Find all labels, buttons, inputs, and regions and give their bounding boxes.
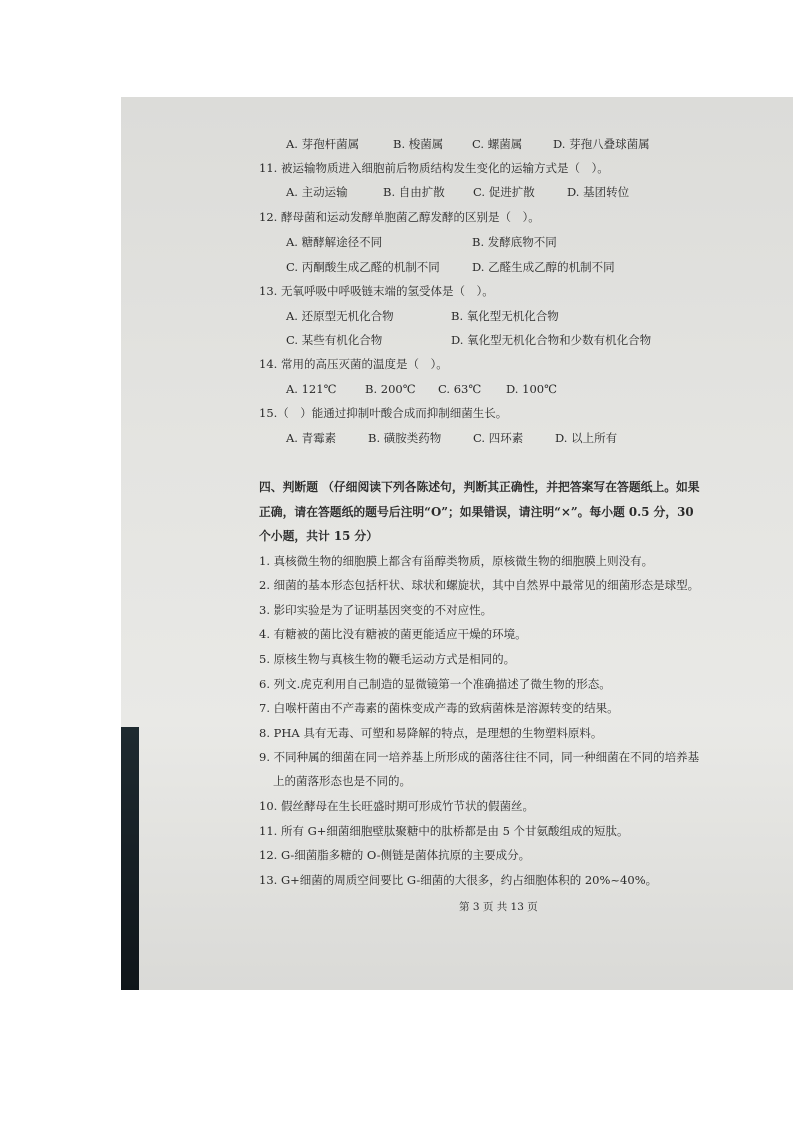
tf-item-12: 12. G-细菌脂多糖的 O-侧链是菌体抗原的主要成分。 (259, 848, 531, 862)
q12-option-b: B. 发酵底物不同 (472, 235, 557, 249)
exam-content (121, 97, 793, 990)
q12-option-a: A. 糖酵解途径不同 (286, 235, 383, 249)
q13-text: 13. 无氧呼吸中呼吸链末端的氢受体是（ ）。 (259, 284, 494, 298)
tf-item-9-continued: 上的菌落形态也是不同的。 (273, 774, 411, 788)
q14-option-d: D. 100℃ (506, 382, 557, 396)
q15-option-c: C. 四环素 (473, 431, 524, 445)
photographed-exam-page (121, 97, 793, 990)
q10-option-a: A. 芽孢杆菌属 (286, 137, 360, 151)
tf-item-11: 11. 所有 G+细菌细胞壁肽聚糖中的肽桥都是由 5 个甘氨酸组成的短肽。 (259, 824, 629, 838)
q15-option-a: A. 青霉素 (286, 431, 337, 445)
tf-item-10: 10. 假丝酵母在生长旺盛时期可形成竹节状的假菌丝。 (259, 799, 534, 813)
tf-item-2: 2. 细菌的基本形态包括杆状、球状和螺旋状，其中自然界中最常见的细菌形态是球型。 (259, 578, 700, 592)
q15-text: 15.（ ）能通过抑制叶酸合成而抑制细菌生长。 (259, 406, 508, 420)
tf-item-9: 9. 不同种属的细菌在同一培养基上所形成的菌落往往不同，同一种细菌在不同的培养基 (259, 750, 700, 764)
q13-option-d: D. 氧化型无机化合物和少数有机化合物 (451, 333, 652, 347)
tf-item-7: 7. 白喉杆菌由不产毒素的菌株变成产毒的致病菌株是溶源转变的结果。 (259, 701, 619, 715)
tf-item-1: 1. 真核微生物的细胞膜上都含有甾醇类物质，原核微生物的细胞膜上则没有。 (259, 554, 654, 568)
q11-text: 11. 被运输物质进入细胞前后物质结构发生变化的运输方式是（ ）。 (259, 161, 609, 175)
q15-option-d: D. 以上所有 (555, 431, 618, 445)
tf-item-8: 8. PHA 具有无毒、可塑和易降解的特点，是理想的生物塑料原料。 (259, 726, 603, 740)
q13-option-a: A. 还原型无机化合物 (286, 309, 394, 323)
q12-option-d: D. 乙醛生成乙醇的机制不同 (472, 260, 615, 274)
tf-item-4: 4. 有糖被的菌比没有糖被的菌更能适应干燥的环境。 (259, 627, 527, 641)
q10-option-d: D. 芽孢八叠球菌属 (553, 137, 650, 151)
section-heading-line-3: 个小题，共计 15 分） (259, 529, 379, 543)
q11-option-b: B. 自由扩散 (383, 185, 445, 199)
q11-option-a: A. 主动运输 (286, 185, 348, 199)
q12-text: 12. 酵母菌和运动发酵单胞菌乙醇发酵的区别是（ ）。 (259, 210, 540, 224)
page-number: 第 3 页 共 13 页 (459, 901, 538, 913)
q11-option-d: D. 基团转位 (567, 185, 630, 199)
tf-item-5: 5. 原核生物与真核生物的鞭毛运动方式是相同的。 (259, 652, 516, 666)
q10-option-b: B. 梭菌属 (393, 137, 444, 151)
q13-option-c: C. 某些有机化合物 (286, 333, 383, 347)
tf-item-6: 6. 列文.虎克利用自己制造的显微镜第一个准确描述了微生物的形态。 (259, 677, 611, 691)
q15-option-b: B. 磺胺类药物 (368, 431, 442, 445)
tf-item-3: 3. 影印实验是为了证明基因突变的不对应性。 (259, 603, 493, 617)
q13-option-b: B. 氧化型无机化合物 (451, 309, 559, 323)
q14-option-b: B. 200℃ (365, 382, 416, 396)
tf-item-13: 13. G+细菌的周质空间要比 G-细菌的大很多，约占细胞体积的 20%~40%。 (259, 873, 658, 887)
q11-option-c: C. 促进扩散 (473, 185, 535, 199)
q14-text: 14. 常用的高压灭菌的温度是（ ）。 (259, 357, 448, 371)
section-heading-line-2: 正确，请在答题纸的题号后注明“O”；如果错误，请注明“×”。每小题 0.5 分，30 (259, 505, 694, 519)
q12-option-c: C. 丙酮酸生成乙醛的机制不同 (286, 260, 440, 274)
q10-option-c: C. 螺菌属 (472, 137, 523, 151)
section-heading-line-1: 四、判断题 （仔细阅读下列各陈述句，判断其正确性，并把答案写在答题纸上。如果 (259, 480, 700, 494)
q14-option-a: A. 121℃ (286, 382, 337, 396)
q14-option-c: C. 63℃ (438, 382, 482, 396)
